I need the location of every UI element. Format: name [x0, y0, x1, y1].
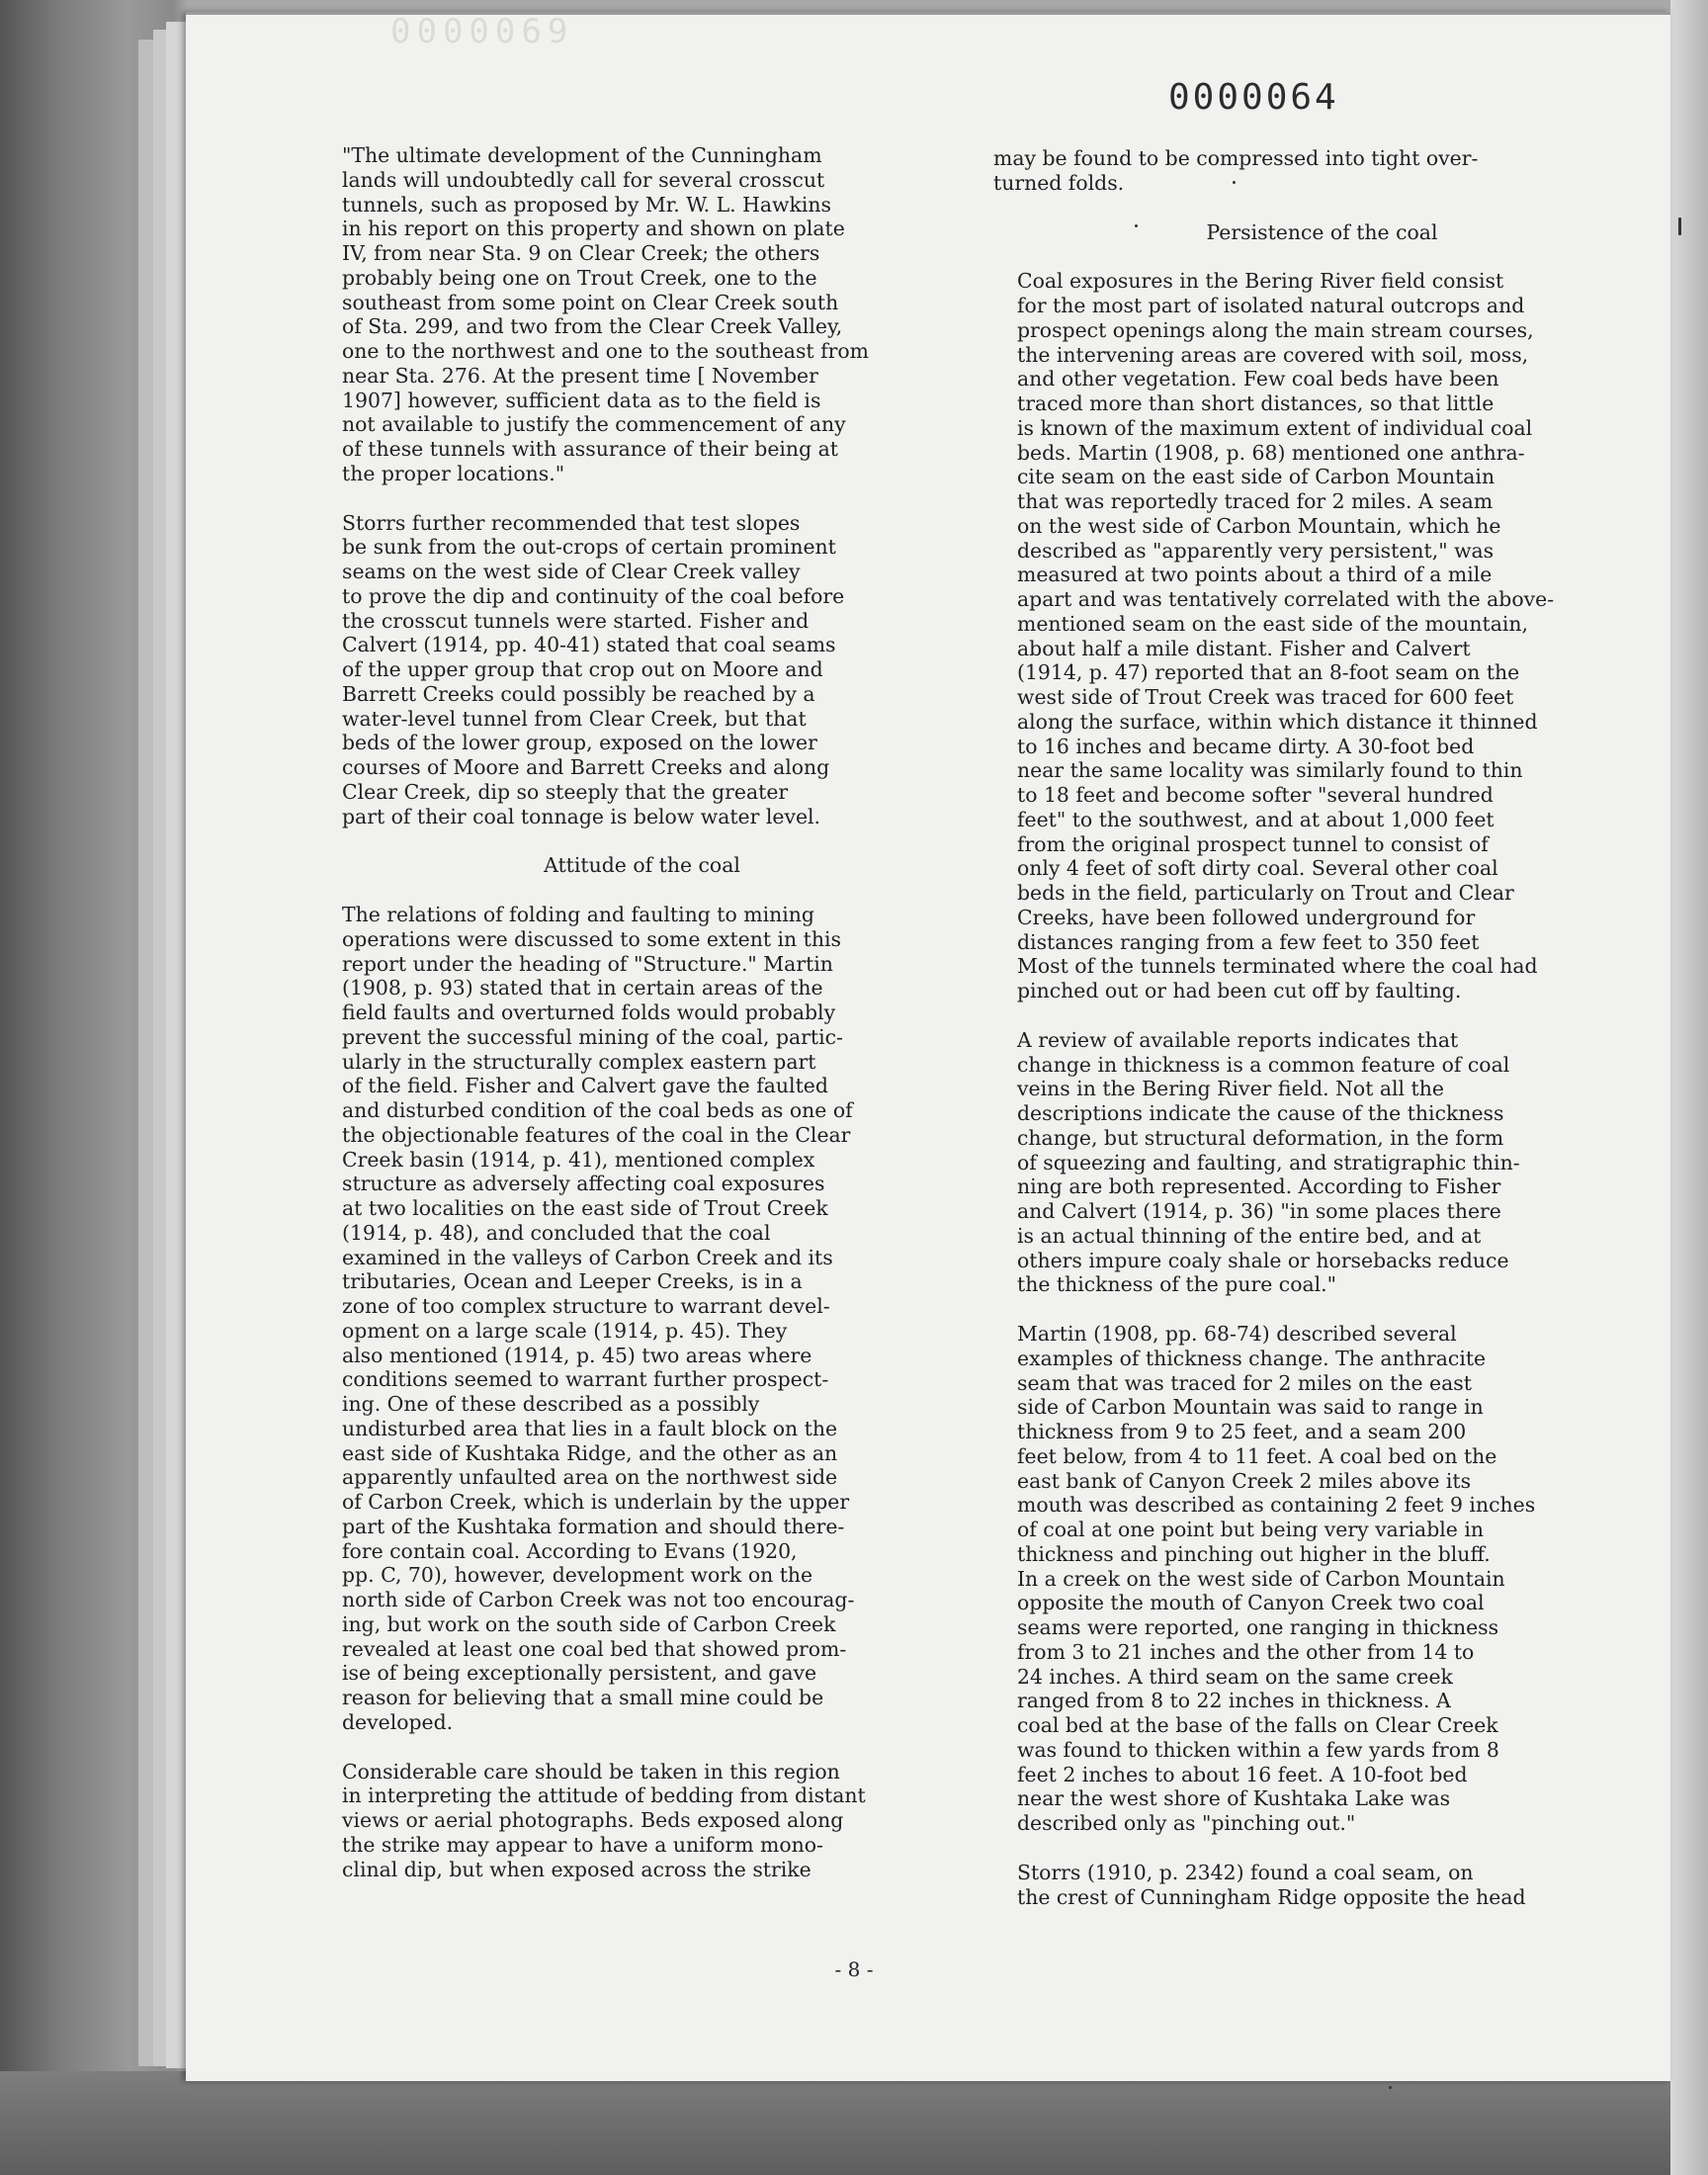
continuation-paragraph: [993, 146, 1651, 196]
text-line: examined in the valleys of Carbon Creek and its: [342, 1245, 833, 1269]
text-line: may be found to be compressed into tight over-: [993, 146, 1479, 170]
text-line: courses of Moore and Barrett Creeks and along: [342, 755, 830, 779]
text-line: of coal at one point but being very variable in: [1017, 1518, 1484, 1541]
text-line: lands will undoubtedly call for several crosscut: [342, 167, 825, 192]
text-line: ise of being exceptionally persistent, and gave: [342, 1661, 817, 1686]
right-column: [993, 146, 1651, 1934]
paragraph: [993, 1861, 1651, 1910]
scan-speck: [1135, 224, 1138, 227]
text-line: the objectionable features of the coal in the Clear: [342, 1122, 851, 1147]
text-line: structure as adversely affecting coal exposures: [342, 1172, 825, 1196]
text-line: Storrs further recommended that test slopes: [342, 510, 801, 535]
text-line: near the west shore of Kushtaka Lake was: [1017, 1786, 1451, 1811]
text-line: beds of the lower group, exposed on the lower: [342, 731, 817, 755]
text-line: Calvert (1914, pp. 40-41) stated that coal seams: [342, 633, 836, 657]
text-line: part of the Kushtaka formation and should there-: [342, 1514, 845, 1538]
text-line: side of Carbon Mountain was said to range in: [1017, 1395, 1484, 1420]
text-line: to 18 feet and become softer "several hundred: [1017, 783, 1494, 807]
text-line: seams were reported, one ranging in thickness: [1017, 1615, 1499, 1639]
text-line: in interpreting the attitude of bedding from distant: [342, 1784, 866, 1808]
text-line: tributaries, Ocean and Leeper Creeks, is in a: [342, 1269, 803, 1294]
text-line: seams on the west side of Clear Creek valley: [342, 560, 801, 583]
text-line: is known of the maximum extent of individual coal: [1017, 415, 1533, 440]
text-line: of squeezing and faulting, and stratigraphic thin-: [1017, 1150, 1520, 1174]
text-line: and Calvert (1914, p. 36) "in some places there: [1017, 1199, 1501, 1223]
text-line: of the field. Fisher and Calvert gave the faulted: [342, 1074, 828, 1098]
text-line: cite seam on the east side of Carbon Mountain: [1017, 465, 1495, 489]
text-line: ularly in the structurally complex eastern part: [342, 1049, 816, 1074]
text-line: Clear Creek, dip so steeply that the greater: [342, 779, 789, 804]
text-line: also mentioned (1914, p. 45) two areas where: [342, 1343, 812, 1367]
text-line: undisturbed area that lies in a fault block on the: [342, 1416, 838, 1440]
text-line: was found to thicken within a few yards from 8: [1017, 1737, 1499, 1762]
text-line: developed.: [342, 1709, 454, 1734]
text-line: pinched out or had been cut off by faulting.: [1017, 979, 1462, 1002]
text-line: IV, from near Sta. 9 on Clear Creek; the others: [342, 241, 820, 265]
text-line: the intervening areas are covered with soil, moss,: [1017, 342, 1529, 367]
text-line: the crosscut tunnels were started. Fisher and: [342, 608, 810, 633]
text-line: Storrs (1910, p. 2342) found a coal seam, on: [1017, 1860, 1474, 1884]
text-line: tunnels, such as proposed by Mr. W. L. Hawkins: [342, 192, 831, 217]
text-line: A review of available reports indicates that: [1017, 1027, 1459, 1052]
text-line: 24 inches. A third seam on the same creek: [1017, 1664, 1453, 1689]
text-line: examples of thickness change. The anthracite: [1017, 1346, 1487, 1370]
text-line: is an actual thinning of the entire bed, and at: [1017, 1223, 1482, 1248]
left-paragraphs-before-heading: [318, 143, 966, 828]
text-line: be sunk from the out-crops of certain prominent: [342, 535, 836, 560]
text-line: pp. C, 70), however, development work on the: [342, 1563, 813, 1588]
text-line: one to the northwest and one to the southeast from: [342, 339, 870, 363]
text-line: ing, but work on the south side of Carbon Creek: [342, 1611, 836, 1636]
text-line: of Carbon Creek, which is underlain by the upper: [342, 1490, 850, 1514]
text-line: zone of too complex structure to warrant devel-: [342, 1294, 830, 1318]
text-line: (1908, p. 93) stated that in certain areas of the: [342, 976, 823, 1000]
text-line: Barrett Creeks could possibly be reached by a: [342, 681, 815, 706]
text-line: in his report on this property and shown on plate: [342, 217, 845, 241]
text-line: report under the heading of "Structure." Martin: [342, 951, 833, 976]
text-line: feet below, from 4 to 11 feet. A coal bed on the: [1017, 1443, 1497, 1468]
text-line: from the original prospect tunnel to consist of: [1017, 831, 1489, 856]
text-line: for the most part of isolated natural outcrops and: [1017, 294, 1525, 317]
text-line: to 16 inches and became dirty. A 30-foot bed: [1017, 734, 1475, 758]
text-line: revealed at least one coal bed that showed prom-: [342, 1636, 847, 1661]
text-line: near Sta. 276. At the present time [ November: [342, 363, 818, 388]
text-line: apart and was tentatively correlated with the above-: [1017, 587, 1555, 611]
text-line: Creek basin (1914, p. 41), mentioned complex: [342, 1147, 815, 1172]
text-line: 1907] however, sufficient data as to the field is: [342, 388, 821, 412]
text-line: Martin (1908, pp. 68-74) described several: [1017, 1322, 1457, 1346]
text-line: Considerable care should be taken in this region: [342, 1759, 840, 1784]
text-line: feet 2 inches to about 16 feet. A 10-foot bed: [1017, 1762, 1468, 1786]
text-line: measured at two points about a third of a mile: [1017, 563, 1493, 587]
paragraph: [993, 1322, 1651, 1836]
text-line: north side of Carbon Creek was not too encourag-: [342, 1588, 855, 1611]
text-line: traced more than short distances, so that little: [1017, 392, 1494, 415]
paragraph: [993, 1028, 1651, 1297]
text-line: the crest of Cunningham Ridge opposite the head: [1017, 1884, 1526, 1909]
text-line: west side of Trout Creek was traced for 600 feet: [1017, 685, 1514, 709]
text-line: described as "apparently very persistent," was: [1017, 538, 1494, 563]
text-line: turned folds.: [993, 170, 1125, 195]
text-line: coal bed at the base of the falls on Clear Creek: [1017, 1713, 1498, 1737]
heading-persistence-of-coal: Persistence of the coal: [1206, 219, 1438, 244]
text-line: Most of the tunnels terminated where the coal had: [1017, 954, 1538, 979]
text-line: about half a mile distant. Fisher and Calvert: [1017, 636, 1471, 660]
text-line: apparently unfaulted area on the northwest side: [342, 1465, 838, 1490]
text-line: prospect openings along the main stream courses,: [1017, 317, 1534, 342]
text-line: on the west side of Carbon Mountain, which he: [1017, 513, 1501, 538]
text-line: of these tunnels with assurance of their being at: [342, 437, 838, 461]
text-line: beds in the field, particularly on Trout and Clear: [1017, 881, 1514, 905]
text-line: opposite the mouth of Canyon Creek two coal: [1017, 1591, 1485, 1615]
paragraph: [318, 511, 966, 829]
text-line: ranged from 8 to 22 inches in thickness. A: [1017, 1689, 1451, 1713]
text-line: mouth was described as containing 2 feet 9 inches: [1017, 1493, 1536, 1518]
text-line: ning are both represented. According to Fisher: [1017, 1174, 1501, 1199]
text-line: (1914, p. 48), and concluded that the coal: [342, 1220, 771, 1245]
text-line: probably being one on Trout Creek, one to the: [342, 265, 817, 290]
text-line: conditions seemed to warrant further prospect-: [342, 1367, 829, 1392]
text-line: veins in the Bering River field. Not all the: [1017, 1077, 1444, 1101]
scan-speck: [1678, 218, 1681, 235]
text-line: change, but structural deformation, in the form: [1017, 1125, 1504, 1150]
text-line: the proper locations.": [342, 461, 565, 485]
text-line: operations were discussed to some extent in this: [342, 926, 841, 951]
text-line: opment on a large scale (1914, p. 45). They: [342, 1318, 788, 1343]
text-line: at two localities on the east side of Trout Creek: [342, 1196, 828, 1220]
text-line: and disturbed condition of the coal beds as one of: [342, 1098, 853, 1122]
text-line: not available to justify the commencement of any: [342, 412, 846, 437]
text-line: east bank of Canyon Creek 2 miles above its: [1017, 1468, 1472, 1493]
text-line: to prove the dip and continuity of the coal before: [342, 583, 845, 608]
paragraph: [318, 143, 966, 486]
text-line: seam that was traced for 2 miles on the east: [1017, 1370, 1472, 1395]
scanner-bottom-shadow: [0, 2071, 1708, 2175]
text-line: ing. One of these described as a possibly: [342, 1392, 760, 1416]
text-line: of the upper group that crop out on Moore and: [342, 657, 823, 681]
text-line: southeast from some point on Clear Creek south: [342, 290, 839, 314]
bleed-through-number: 0000069: [390, 12, 574, 51]
text-line: thickness and pinching out higher in the bluff.: [1017, 1541, 1491, 1566]
text-line: mentioned seam on the east side of the mountain,: [1017, 611, 1529, 636]
text-line: of Sta. 299, and two from the Clear Creek Valley,: [342, 314, 843, 339]
text-line: reason for believing that a small mine could be: [342, 1686, 824, 1709]
text-line: beds. Martin (1908, p. 68) mentioned one anthra-: [1017, 440, 1525, 465]
text-line: along the surface, within which distance it thinned: [1017, 709, 1538, 734]
text-line: others impure coaly shale or horsebacks reduce: [1017, 1248, 1509, 1272]
text-line: The relations of folding and faulting to mining: [342, 903, 814, 926]
text-line: In a creek on the west side of Carbon Mountain: [1017, 1566, 1505, 1591]
right-paragraphs: [993, 269, 1651, 1909]
text-line: prevent the successful mining of the coal, partic-: [342, 1024, 843, 1049]
text-line: the thickness of the pure coal.": [1017, 1272, 1337, 1297]
scan-speck: [1389, 2086, 1392, 2089]
text-line: part of their coal tonnage is below water level.: [342, 804, 821, 828]
paragraph: [318, 1760, 966, 1882]
page-number: - 8 -: [834, 1958, 874, 1981]
text-line: that was reportedly traced for 2 miles. A seam: [1017, 489, 1494, 513]
left-column: [318, 143, 966, 1906]
text-line: Creeks, have been followed underground for: [1017, 905, 1476, 929]
text-line: the strike may appear to have a uniform mono-: [342, 1832, 823, 1857]
text-line: near the same locality was similarly found to thin: [1017, 758, 1523, 783]
text-line: east side of Kushtaka Ridge, and the other as an: [342, 1440, 838, 1465]
text-line: change in thickness is a common feature of coal: [1017, 1052, 1510, 1077]
text-line: (1914, p. 47) reported that an 8-foot seam on the: [1017, 660, 1520, 685]
text-line: and other vegetation. Few coal beds have been: [1017, 367, 1499, 392]
heading-attitude-of-coal: Attitude of the coal: [544, 853, 740, 878]
text-line: descriptions indicate the cause of the thickness: [1017, 1101, 1504, 1125]
text-line: described only as "pinching out.": [1017, 1811, 1356, 1835]
document-number: 0000064: [1168, 77, 1339, 118]
text-line: clinal dip, but when exposed across the strike: [342, 1857, 811, 1881]
page-stack-edge: [166, 22, 187, 2068]
text-line: only 4 feet of soft dirty coal. Several other coal: [1017, 856, 1498, 881]
text-line: fore contain coal. According to Evans (1920,: [342, 1538, 798, 1563]
scanner-right-edge: [1670, 0, 1708, 2175]
paragraph: [993, 269, 1651, 1003]
text-line: field faults and overturned folds would probably: [342, 1000, 836, 1024]
text-line: feet" to the southwest, and at about 1,000 feet: [1017, 807, 1494, 831]
text-line: distances ranging from a few feet to 350 feet: [1017, 929, 1480, 954]
text-line: views or aerial photographs. Beds exposed along: [342, 1808, 844, 1832]
text-line: water-level tunnel from Clear Creek, but that: [342, 706, 807, 731]
text-line: Coal exposures in the Bering River field consist: [1017, 269, 1504, 294]
left-paragraphs-after-heading: [318, 903, 966, 1881]
text-line: thickness from 9 to 25 feet, and a seam 200: [1017, 1420, 1467, 1443]
text-line: from 3 to 21 inches and the other from 14 to: [1017, 1639, 1475, 1664]
scan-speck: [1233, 181, 1236, 184]
text-line: "The ultimate development of the Cunningham: [342, 143, 822, 167]
paragraph: [318, 903, 966, 1735]
